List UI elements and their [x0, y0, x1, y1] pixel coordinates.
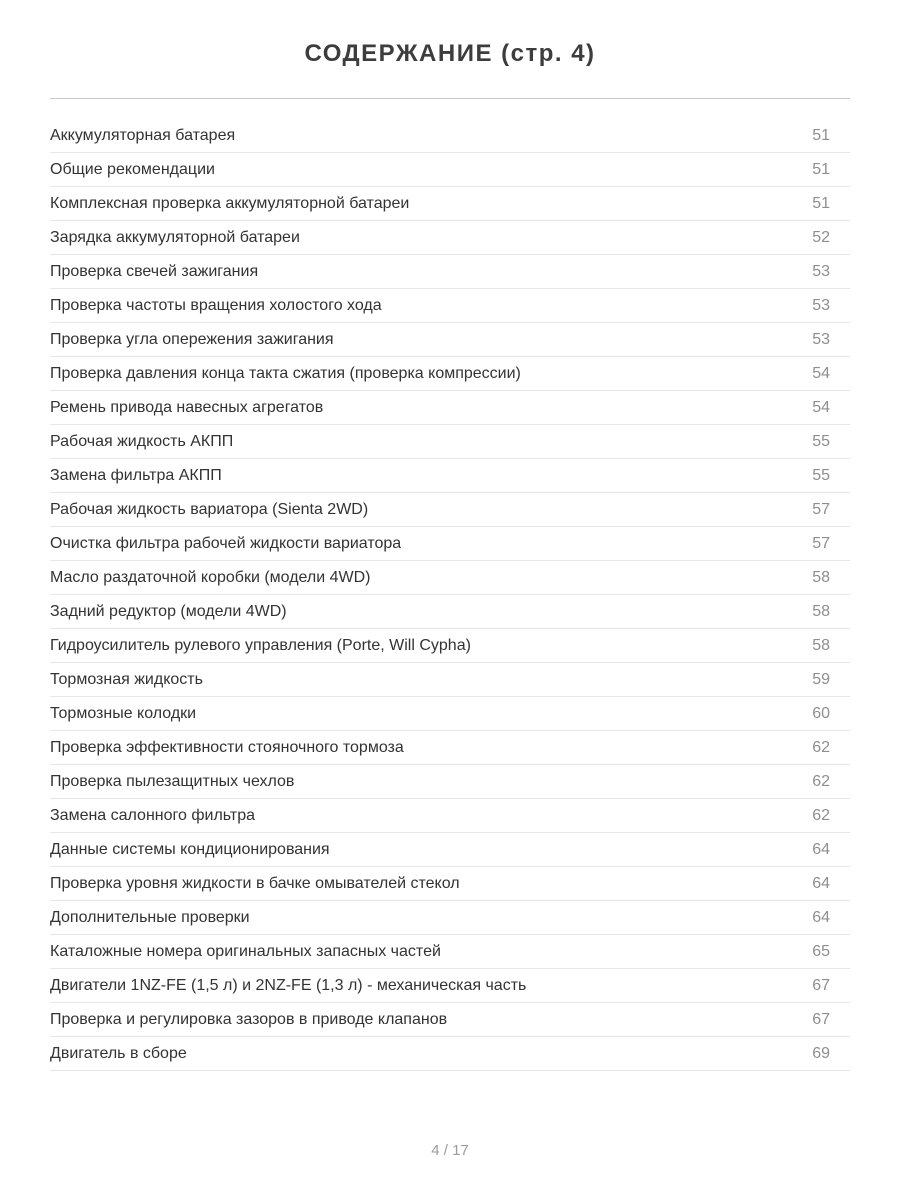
toc-item-page: 67	[812, 976, 830, 994]
toc-item-title: Проверка пылезащитных чехлов	[50, 772, 295, 790]
toc-item-page: 59	[812, 670, 830, 688]
toc-row	[50, 255, 850, 289]
toc-item-title: Замена салонного фильтра	[50, 806, 255, 824]
toc-item-title: Замена фильтра АКПП	[50, 466, 222, 484]
toc-item-title: Проверка давления конца такта сжатия (проверка компрессии)	[50, 364, 521, 382]
toc-item-title: Двигатель в сборе	[50, 1044, 187, 1062]
toc-item-page: 57	[812, 534, 830, 552]
toc-row	[50, 765, 850, 799]
toc-item-title: Проверка уровня жидкости в бачке омывателей стекол	[50, 874, 460, 892]
toc-item-page: 62	[812, 806, 830, 824]
toc-item-page: 55	[812, 466, 830, 484]
toc-row	[50, 527, 850, 561]
toc-row	[50, 663, 850, 697]
toc-item-page: 51	[812, 126, 830, 144]
toc-row	[50, 561, 850, 595]
toc-item-page: 62	[812, 738, 830, 756]
toc-row	[50, 901, 850, 935]
toc-row	[50, 187, 850, 221]
toc-item-page: 64	[812, 840, 830, 858]
toc-item-title: Комплексная проверка аккумуляторной батареи	[50, 194, 410, 212]
toc-item-title: Зарядка аккумуляторной батареи	[50, 228, 300, 246]
toc-item-title: Общие рекомендации	[50, 160, 215, 178]
toc-item-title: Рабочая жидкость АКПП	[50, 432, 234, 450]
toc-item-title: Проверка свечей зажигания	[50, 262, 259, 280]
toc-list	[50, 119, 850, 1071]
toc-row	[50, 323, 850, 357]
toc-row	[50, 119, 850, 153]
toc-item-title: Дополнительные проверки	[50, 908, 250, 926]
toc-row	[50, 833, 850, 867]
toc-item-title: Двигатели 1NZ-FE (1,5 л) и 2NZ-FE (1,3 л) - механическая часть	[50, 976, 527, 994]
toc-item-title: Очистка фильтра рабочей жидкости вариатора	[50, 534, 402, 552]
toc-item-page: 51	[812, 194, 830, 212]
toc-row	[50, 935, 850, 969]
page-title: СОДЕРЖАНИЕ (стр. 4)	[304, 40, 596, 67]
toc-row	[50, 595, 850, 629]
toc-item-page: 53	[812, 296, 830, 314]
toc-item-title: Аккумуляторная батарея	[50, 126, 236, 144]
toc-item-page: 57	[812, 500, 830, 518]
toc-row	[50, 1003, 850, 1037]
toc-item-page: 58	[812, 602, 830, 620]
toc-row	[50, 799, 850, 833]
toc-item-page: 53	[812, 262, 830, 280]
toc-item-title: Гидроусилитель рулевого управления (Porte, Will Cypha)	[50, 636, 471, 654]
toc-item-title: Задний редуктор (модели 4WD)	[50, 602, 287, 620]
toc-item-page: 65	[812, 942, 830, 960]
toc-row	[50, 1037, 850, 1071]
toc-item-title: Проверка угла опережения зажигания	[50, 330, 334, 348]
toc-item-page: 60	[812, 704, 830, 722]
toc-row	[50, 153, 850, 187]
toc-item-title: Ремень привода навесных агрегатов	[50, 398, 324, 416]
toc-item-title: Проверка и регулировка зазоров в приводе клапанов	[50, 1010, 448, 1028]
toc-item-page: 54	[812, 364, 830, 382]
toc-item-page: 62	[812, 772, 830, 790]
page-indicator: 4 / 17	[431, 1142, 469, 1159]
toc-row	[50, 697, 850, 731]
toc-row	[50, 289, 850, 323]
toc-item-page: 53	[812, 330, 830, 348]
toc-item-page: 52	[812, 228, 830, 246]
toc-row	[50, 391, 850, 425]
toc-item-title: Проверка эффективности стояночного тормоза	[50, 738, 404, 756]
toc-row	[50, 731, 850, 765]
toc-item-title: Тормозная жидкость	[50, 670, 203, 688]
toc-row	[50, 459, 850, 493]
toc-row	[50, 425, 850, 459]
toc-item-page: 67	[812, 1010, 830, 1028]
toc-item-title: Данные системы кондиционирования	[50, 840, 330, 858]
toc-row	[50, 493, 850, 527]
toc-item-page: 64	[812, 908, 830, 926]
toc-row	[50, 969, 850, 1003]
toc-item-title: Проверка частоты вращения холостого хода	[50, 296, 382, 314]
title-divider	[50, 98, 850, 99]
toc-item-page: 51	[812, 160, 830, 178]
toc-row	[50, 867, 850, 901]
toc-item-page: 58	[812, 636, 830, 654]
toc-row	[50, 221, 850, 255]
toc-item-title: Тормозные колодки	[50, 704, 197, 722]
toc-row	[50, 629, 850, 663]
toc-item-page: 64	[812, 874, 830, 892]
toc-item-page: 54	[812, 398, 830, 416]
toc-item-page: 55	[812, 432, 830, 450]
toc-item-page: 69	[812, 1044, 830, 1062]
toc-item-title: Масло раздаточной коробки (модели 4WD)	[50, 568, 371, 586]
toc-item-page: 58	[812, 568, 830, 586]
toc-item-title: Рабочая жидкость вариатора (Sienta 2WD)	[50, 500, 369, 518]
toc-row	[50, 357, 850, 391]
toc-item-title: Каталожные номера оригинальных запасных частей	[50, 942, 441, 960]
